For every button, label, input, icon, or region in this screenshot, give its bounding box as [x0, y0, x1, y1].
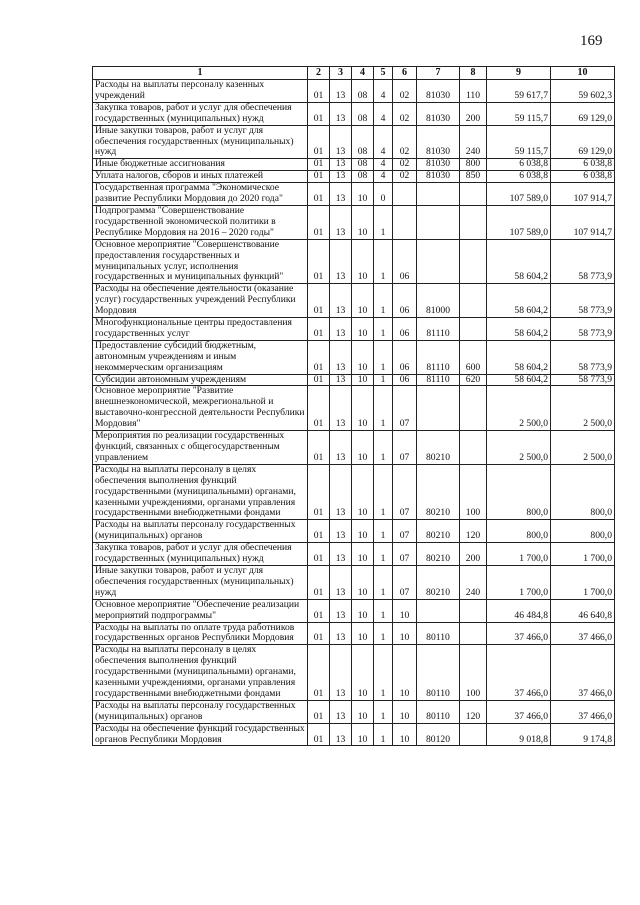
amount-cell: 37 466,0 — [551, 645, 615, 701]
code-cell: 13 — [330, 102, 352, 125]
row-name: Иные закупки товаров, работ и услуг для обеспечения государственных (муниципальных) нужд — [93, 565, 308, 599]
code-cell: 10 — [352, 239, 374, 284]
column-header-8: 8 — [460, 67, 487, 80]
amount-cell: 46 484,8 — [487, 599, 551, 622]
code-cell: 13 — [330, 464, 352, 520]
table-row — [93, 318, 615, 341]
amount-cell: 107 589,0 — [487, 183, 551, 206]
amount-cell: 59 602,3 — [551, 80, 615, 103]
code-cell: 110 — [460, 80, 487, 103]
row-name: Предоставление субсидий бюджетным, автономным учреждениям и иным некоммерческим организациям — [93, 340, 308, 374]
code-cell: 01 — [308, 622, 330, 645]
budget-table — [92, 66, 615, 746]
code-cell: 10 — [352, 645, 374, 701]
code-cell: 06 — [393, 318, 417, 341]
column-header-1: 1 — [93, 67, 308, 80]
code-cell: 07 — [393, 543, 417, 566]
amount-cell: 58 604,2 — [487, 239, 551, 284]
code-cell — [460, 622, 487, 645]
code-cell: 01 — [308, 700, 330, 723]
code-cell — [460, 723, 487, 746]
code-cell: 240 — [460, 565, 487, 599]
amount-cell: 6 038,8 — [487, 171, 551, 183]
row-name: Расходы на обеспечение деятельности (оказание услуг) государственных учреждений Республики Мордовия — [93, 284, 308, 318]
code-cell — [417, 239, 460, 284]
code-cell: 13 — [330, 645, 352, 701]
code-cell: 10 — [352, 700, 374, 723]
code-cell — [460, 284, 487, 318]
code-cell: 81110 — [417, 374, 460, 386]
amount-cell: 69 129,0 — [551, 125, 615, 159]
code-cell: 13 — [330, 520, 352, 543]
code-cell: 1 — [374, 599, 393, 622]
row-name: Расходы на выплаты персоналу в целях обеспечения выполнения функций государственными (муниципальными) органами, казенными учреждениями, органами управления государственными внебюджетными фондами — [93, 645, 308, 701]
code-cell: 1 — [374, 239, 393, 284]
code-cell: 81110 — [417, 340, 460, 374]
code-cell — [460, 239, 487, 284]
code-cell: 07 — [393, 520, 417, 543]
amount-cell: 59 617,7 — [487, 80, 551, 103]
code-cell: 13 — [330, 183, 352, 206]
code-cell — [393, 183, 417, 206]
table-row — [93, 102, 615, 125]
code-cell: 1 — [374, 431, 393, 465]
code-cell: 80210 — [417, 464, 460, 520]
column-header-4: 4 — [352, 67, 374, 80]
code-cell: 01 — [308, 284, 330, 318]
amount-cell: 9 174,8 — [551, 723, 615, 746]
code-cell — [460, 431, 487, 465]
code-cell: 80110 — [417, 622, 460, 645]
code-cell — [417, 599, 460, 622]
code-cell: 0 — [374, 183, 393, 206]
column-header-10: 10 — [551, 67, 615, 80]
code-cell: 10 — [352, 622, 374, 645]
code-cell: 10 — [352, 464, 374, 520]
amount-cell: 58 773,9 — [551, 318, 615, 341]
code-cell: 01 — [308, 239, 330, 284]
code-cell: 01 — [308, 723, 330, 746]
row-name: Уплата налогов, сборов и иных платежей — [93, 171, 308, 183]
code-cell: 1 — [374, 723, 393, 746]
code-cell: 10 — [352, 723, 374, 746]
code-cell: 4 — [374, 159, 393, 171]
code-cell: 10 — [352, 565, 374, 599]
table-row — [93, 565, 615, 599]
code-cell: 08 — [352, 80, 374, 103]
row-name: Расходы на выплаты персоналу казенных учреждений — [93, 80, 308, 103]
code-cell — [417, 205, 460, 239]
code-cell: 240 — [460, 125, 487, 159]
code-cell: 120 — [460, 700, 487, 723]
code-cell: 1 — [374, 565, 393, 599]
code-cell: 08 — [352, 171, 374, 183]
code-cell: 02 — [393, 171, 417, 183]
code-cell: 100 — [460, 464, 487, 520]
code-cell: 13 — [330, 622, 352, 645]
code-cell: 13 — [330, 374, 352, 386]
code-cell: 01 — [308, 374, 330, 386]
table-row — [93, 374, 615, 386]
code-cell: 01 — [308, 386, 330, 431]
code-cell: 01 — [308, 645, 330, 701]
code-cell: 850 — [460, 171, 487, 183]
amount-cell: 58 773,9 — [551, 284, 615, 318]
code-cell: 06 — [393, 239, 417, 284]
amount-cell: 800,0 — [487, 520, 551, 543]
code-cell: 01 — [308, 599, 330, 622]
amount-cell: 1 700,0 — [551, 565, 615, 599]
amount-cell: 58 773,9 — [551, 340, 615, 374]
amount-cell: 1 700,0 — [487, 565, 551, 599]
amount-cell: 800,0 — [551, 520, 615, 543]
code-cell: 10 — [393, 622, 417, 645]
code-cell: 10 — [393, 700, 417, 723]
column-header-3: 3 — [330, 67, 352, 80]
row-name: Мероприятия по реализации государственных функций, связанных с общегосударственным управлением — [93, 431, 308, 465]
code-cell: 800 — [460, 159, 487, 171]
code-cell: 81030 — [417, 102, 460, 125]
code-cell: 120 — [460, 520, 487, 543]
code-cell: 10 — [393, 599, 417, 622]
code-cell: 100 — [460, 645, 487, 701]
code-cell: 81030 — [417, 80, 460, 103]
code-cell: 1 — [374, 543, 393, 566]
table-row — [93, 700, 615, 723]
row-name: Закупка товаров, работ и услуг для обеспечения государственных (муниципальных) нужд — [93, 102, 308, 125]
amount-cell: 1 700,0 — [551, 543, 615, 566]
code-cell: 80210 — [417, 431, 460, 465]
code-cell: 01 — [308, 543, 330, 566]
code-cell: 1 — [374, 318, 393, 341]
code-cell: 13 — [330, 125, 352, 159]
amount-cell: 37 466,0 — [487, 645, 551, 701]
code-cell: 01 — [308, 102, 330, 125]
amount-cell: 2 500,0 — [487, 386, 551, 431]
code-cell: 13 — [330, 431, 352, 465]
code-cell: 80210 — [417, 520, 460, 543]
code-cell: 10 — [352, 318, 374, 341]
code-cell: 06 — [393, 374, 417, 386]
code-cell: 80110 — [417, 645, 460, 701]
code-cell: 02 — [393, 102, 417, 125]
row-name: Подпрограмма "Совершенствование государственной экономической политики в Республике Мордовия на 2016 – 2020 годы" — [93, 205, 308, 239]
amount-cell: 800,0 — [551, 464, 615, 520]
code-cell: 1 — [374, 205, 393, 239]
amount-cell: 37 466,0 — [551, 700, 615, 723]
code-cell: 02 — [393, 159, 417, 171]
code-cell: 13 — [330, 565, 352, 599]
code-cell — [460, 599, 487, 622]
code-cell: 10 — [352, 340, 374, 374]
code-cell: 10 — [352, 284, 374, 318]
table-row — [93, 520, 615, 543]
code-cell: 200 — [460, 543, 487, 566]
code-cell: 1 — [374, 622, 393, 645]
amount-cell: 2 500,0 — [551, 431, 615, 465]
amount-cell: 107 914,7 — [551, 205, 615, 239]
code-cell: 10 — [352, 374, 374, 386]
page-number: 169 — [580, 33, 603, 49]
row-name: Основное мероприятие "Развитие внешнеэкономической, межрегиональной и выставочно-конгрессной деятельности Республики Мордовия" — [93, 386, 308, 431]
code-cell: 600 — [460, 340, 487, 374]
code-cell: 01 — [308, 159, 330, 171]
code-cell: 01 — [308, 340, 330, 374]
code-cell: 01 — [308, 318, 330, 341]
table-row — [93, 431, 615, 465]
column-header-7: 7 — [417, 67, 460, 80]
code-cell — [460, 183, 487, 206]
code-cell: 01 — [308, 80, 330, 103]
row-name: Основное мероприятие "Обеспечение реализации мероприятий подпрограммы" — [93, 599, 308, 622]
table-row — [93, 645, 615, 701]
row-name: Субсидии автономным учреждениям — [93, 374, 308, 386]
amount-cell: 58 604,2 — [487, 318, 551, 341]
code-cell: 01 — [308, 171, 330, 183]
amount-cell: 58 773,9 — [551, 239, 615, 284]
code-cell: 10 — [352, 205, 374, 239]
amount-cell: 107 589,0 — [487, 205, 551, 239]
code-cell — [417, 183, 460, 206]
code-cell: 4 — [374, 102, 393, 125]
amount-cell: 800,0 — [487, 464, 551, 520]
row-name: Иные закупки товаров, работ и услуг для обеспечения государственных (муниципальных) нужд — [93, 125, 308, 159]
row-name: Расходы на выплаты персоналу в целях обеспечения выполнения функций государственными (муниципальными) органами, казенными учреждениями, органами управления государственными внебюджетными фондами — [93, 464, 308, 520]
amount-cell: 9 018,8 — [487, 723, 551, 746]
code-cell: 08 — [352, 159, 374, 171]
table-row — [93, 125, 615, 159]
table-row — [93, 284, 615, 318]
amount-cell: 59 115,7 — [487, 125, 551, 159]
code-cell: 13 — [330, 386, 352, 431]
code-cell: 08 — [352, 125, 374, 159]
row-name: Государственная программа "Экономическое развитие Республики Мордовия до 2020 года" — [93, 183, 308, 206]
code-cell: 13 — [330, 171, 352, 183]
amount-cell: 6 038,8 — [551, 171, 615, 183]
code-cell: 01 — [308, 125, 330, 159]
code-cell: 1 — [374, 340, 393, 374]
code-cell: 01 — [308, 520, 330, 543]
code-cell: 4 — [374, 125, 393, 159]
code-cell: 13 — [330, 318, 352, 341]
amount-cell: 58 773,9 — [551, 374, 615, 386]
code-cell: 10 — [352, 599, 374, 622]
code-cell: 80110 — [417, 700, 460, 723]
amount-cell: 46 640,8 — [551, 599, 615, 622]
amount-cell: 107 914,7 — [551, 183, 615, 206]
table-row — [93, 599, 615, 622]
code-cell: 07 — [393, 464, 417, 520]
code-cell: 13 — [330, 543, 352, 566]
row-name: Закупка товаров, работ и услуг для обеспечения государственных (муниципальных) нужд — [93, 543, 308, 566]
code-cell: 01 — [308, 565, 330, 599]
code-cell — [417, 386, 460, 431]
row-name: Иные бюджетные ассигнования — [93, 159, 308, 171]
table-row — [93, 543, 615, 566]
code-cell: 1 — [374, 284, 393, 318]
column-header-5: 5 — [374, 67, 393, 80]
code-cell: 13 — [330, 159, 352, 171]
amount-cell: 2 500,0 — [551, 386, 615, 431]
code-cell: 02 — [393, 80, 417, 103]
code-cell: 81110 — [417, 318, 460, 341]
code-cell: 80210 — [417, 565, 460, 599]
table-body — [93, 80, 615, 746]
code-cell: 13 — [330, 599, 352, 622]
table-row — [93, 159, 615, 171]
table-row — [93, 183, 615, 206]
amount-cell: 59 115,7 — [487, 102, 551, 125]
code-cell — [393, 205, 417, 239]
amount-cell: 37 466,0 — [551, 622, 615, 645]
code-cell: 13 — [330, 205, 352, 239]
code-cell: 13 — [330, 340, 352, 374]
code-cell: 13 — [330, 700, 352, 723]
table-row — [93, 239, 615, 284]
amount-cell: 58 604,2 — [487, 284, 551, 318]
code-cell: 01 — [308, 464, 330, 520]
column-header-2: 2 — [308, 67, 330, 80]
code-cell: 81030 — [417, 125, 460, 159]
amount-cell: 2 500,0 — [487, 431, 551, 465]
row-name: Расходы на выплаты персоналу государственных (муниципальных) органов — [93, 520, 308, 543]
table-row — [93, 340, 615, 374]
code-cell: 07 — [393, 565, 417, 599]
code-cell: 620 — [460, 374, 487, 386]
amount-cell: 37 466,0 — [487, 622, 551, 645]
code-cell: 01 — [308, 205, 330, 239]
code-cell: 200 — [460, 102, 487, 125]
code-cell: 07 — [393, 431, 417, 465]
row-name: Расходы на обеспечение функций государственных органов Республики Мордовия — [93, 723, 308, 746]
code-cell: 01 — [308, 431, 330, 465]
code-cell: 1 — [374, 700, 393, 723]
code-cell: 4 — [374, 171, 393, 183]
code-cell: 1 — [374, 645, 393, 701]
code-cell: 4 — [374, 80, 393, 103]
amount-cell: 6 038,8 — [551, 159, 615, 171]
code-cell: 10 — [393, 645, 417, 701]
code-cell: 07 — [393, 386, 417, 431]
code-cell: 08 — [352, 102, 374, 125]
row-name: Основное мероприятие "Совершенствование предоставления государственных и муниципальных услуг, исполнения государственных и муниципальных функций" — [93, 239, 308, 284]
row-name: Расходы на выплаты по оплате труда работников государственных органов Республики Мордовия — [93, 622, 308, 645]
code-cell — [460, 386, 487, 431]
code-cell: 06 — [393, 340, 417, 374]
code-cell: 13 — [330, 284, 352, 318]
code-cell: 10 — [393, 723, 417, 746]
code-cell: 1 — [374, 374, 393, 386]
table-row — [93, 464, 615, 520]
amount-cell: 69 129,0 — [551, 102, 615, 125]
code-cell: 01 — [308, 183, 330, 206]
code-cell: 81000 — [417, 284, 460, 318]
column-header-6: 6 — [393, 67, 417, 80]
code-cell: 10 — [352, 386, 374, 431]
code-cell: 13 — [330, 80, 352, 103]
amount-cell: 58 604,2 — [487, 340, 551, 374]
table-row — [93, 386, 615, 431]
code-cell: 02 — [393, 125, 417, 159]
code-cell: 06 — [393, 284, 417, 318]
code-cell: 10 — [352, 431, 374, 465]
code-cell: 80210 — [417, 543, 460, 566]
code-cell: 81030 — [417, 159, 460, 171]
amount-cell: 58 604,2 — [487, 374, 551, 386]
code-cell: 1 — [374, 464, 393, 520]
code-cell: 13 — [330, 723, 352, 746]
code-cell: 10 — [352, 520, 374, 543]
amount-cell: 37 466,0 — [487, 700, 551, 723]
table-row — [93, 622, 615, 645]
row-name: Расходы на выплаты персоналу государственных (муниципальных) органов — [93, 700, 308, 723]
table-row — [93, 80, 615, 103]
code-cell: 13 — [330, 239, 352, 284]
table-row — [93, 723, 615, 746]
code-cell — [460, 205, 487, 239]
code-cell: 81030 — [417, 171, 460, 183]
code-cell: 1 — [374, 386, 393, 431]
code-cell: 10 — [352, 183, 374, 206]
table-header — [93, 67, 615, 80]
amount-cell: 6 038,8 — [487, 159, 551, 171]
code-cell — [460, 318, 487, 341]
table-row — [93, 205, 615, 239]
code-cell: 80120 — [417, 723, 460, 746]
code-cell: 10 — [352, 543, 374, 566]
column-header-9: 9 — [487, 67, 551, 80]
code-cell: 1 — [374, 520, 393, 543]
row-name: Многофункциональные центры предоставления государственных услуг — [93, 318, 308, 341]
amount-cell: 1 700,0 — [487, 543, 551, 566]
table-row — [93, 171, 615, 183]
